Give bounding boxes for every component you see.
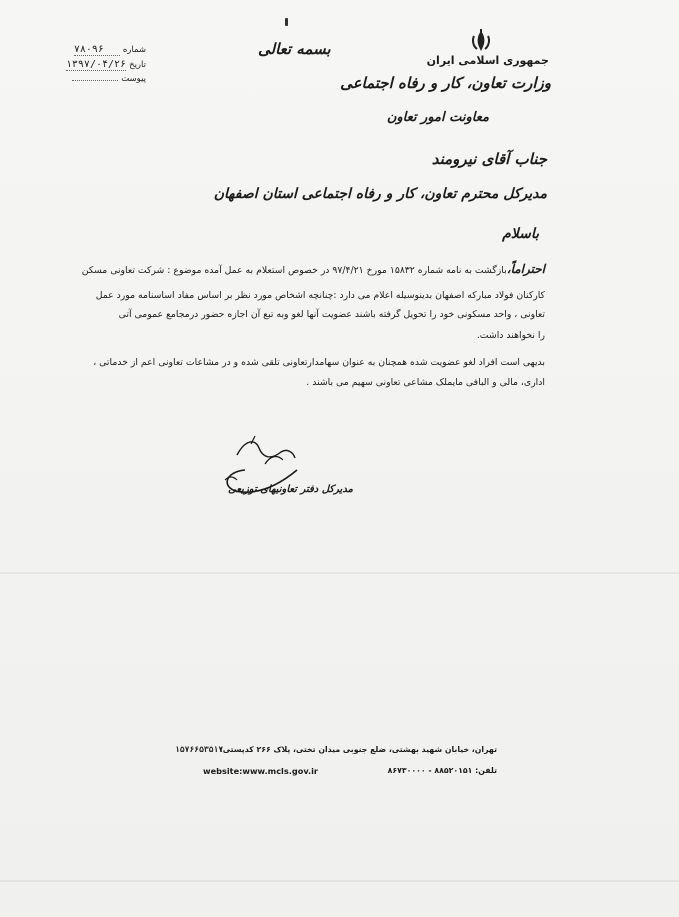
body-text: کارکنان فولاد مبارکه اصفهان بدینوسیله اعلام می دارد :چنانچه اشخاص مورد نظر بر اساس مفاد اساسنامه مورد عمل (95, 290, 545, 301)
letter-number: ۷۸۰۹۶ (74, 44, 120, 56)
letter-meta (50, 44, 146, 89)
fold-line (0, 572, 679, 574)
recipient-title: مدیرکل محترم تعاون، کار و رفاه اجتماعی استان اصفهان (213, 186, 547, 202)
greeting: باسلام (502, 226, 539, 242)
recipient-name: جناب آقای نیرومند (431, 150, 547, 168)
body-lead: احتراماً، (506, 262, 545, 276)
number-row (50, 44, 146, 59)
letter-date: ۱۳۹۷/۰۴/۲۶ (65, 59, 127, 70)
attachment-label: پیوست (121, 74, 146, 84)
number-label: شماره (122, 45, 146, 55)
body-text: بدیهی است افراد لغو عضویت شده همچنان به عنوان سهامدارتعاونی تلقی شده و در مشاعات تعاونی اعم از خدماتی ، (93, 357, 545, 368)
footer-address (175, 745, 497, 754)
footer-contact (175, 766, 497, 775)
phone-text: تلفن: ۸۸۵۲۰۱۵۱ - ۸۶۷۳۰۰۰۰ (387, 766, 497, 775)
body-line (85, 358, 545, 367)
address-text: تهران، خیابان شهید بهشتی، ضلع جنوبی میدان تختی، پلاک ۲۶۶ کدپستی: (219, 745, 497, 754)
attachment-row (50, 74, 146, 89)
postal-code: ۱۵۷۶۶۵۳۵۱۷ (175, 745, 224, 754)
attachment-value (72, 80, 118, 81)
body-line (81, 262, 545, 276)
body-text: اداری، مالی و البافی مایملک مشاعی تعاونی سهیم می باشند . (306, 377, 545, 388)
signatory-title: مدیرکل دفتر تعاونیهای توزیعی (228, 484, 353, 495)
ministry-title: وزارت تعاون، کار و رفاه اجتماعی (340, 74, 551, 92)
iran-emblem-icon (468, 28, 494, 54)
deputy-title: معاونت امور تعاون (386, 110, 489, 125)
body-text: تعاونی ، واحد مسکونی خود را تحویل گرفته باشند عضویت آنها لغو وبه تبع آن اجازه حضور درمجامع عمومی آتی (118, 309, 545, 320)
body-line (85, 310, 545, 319)
body-text: بازگشت به نامه شماره ۱۵۸۳۲ مورخ ۹۷/۴/۲۱ در خصوص استعلام به عمل آمده موضوع : شرکت تعاونی مسکن (81, 265, 507, 276)
body-line (85, 291, 545, 300)
fold-line (0, 880, 679, 882)
body-line (85, 378, 545, 387)
republic-title: جمهوری اسلامی ایران (426, 54, 549, 67)
body-line (85, 331, 545, 340)
website-link[interactable]: website:www.mcls.gov.ir (203, 766, 318, 776)
ink-mark (285, 18, 288, 26)
date-label: تاریخ (129, 60, 146, 70)
bismillah-heading: بسمه تعالی (258, 40, 331, 58)
date-row (50, 59, 146, 74)
body-text: را نخواهند داشت. (476, 330, 545, 341)
handwritten-signature-icon (215, 430, 310, 510)
